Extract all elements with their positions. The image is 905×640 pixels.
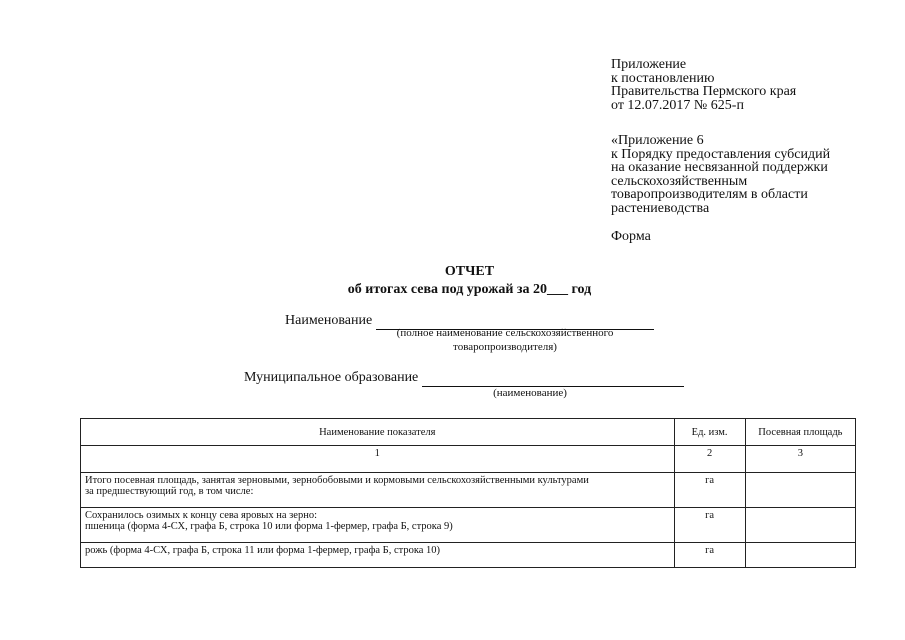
indicator-text: Итого посевная площадь, занятая зерновыми, зернобобовыми и кормовыми сельскохозяйственными культурами [85,475,589,486]
sown-area-cell[interactable] [745,543,855,568]
table-column-numbers-row [81,446,856,473]
municipality-field-hint: (наименование) [493,387,567,399]
indicator-text: за предшествующий год, в том числе: [85,486,254,497]
approval-line: Правительства Пермского края [611,84,797,99]
municipality-field-line[interactable] [422,370,684,387]
table-row [81,543,856,568]
indicator-text: Сохранилось озимых к концу сева яровых на зерно: [85,510,317,521]
header-sown-area: Посевная площадь [745,419,855,446]
appendix-block [611,134,871,215]
report-table [80,418,856,568]
municipality-field-label: Муниципальное образование [244,370,419,385]
appendix-line: к Порядку предоставления субсидий [611,146,831,162]
appendix-line: на оказание несвязанной поддержки [611,160,828,175]
appendix-line: товаропроизводителям в области [611,187,808,202]
unit-cell: га [674,473,745,508]
report-subtitle: об итогах сева под урожай за 20___ год [347,282,592,297]
unit-cell: га [674,508,745,543]
header-unit: Ед. изм. [674,419,745,446]
table-header-row [81,419,856,446]
appendix-line: растениеводства [611,200,710,216]
column-number: 2 [674,446,745,473]
header-indicator-name: Наименование показателя [81,419,675,446]
sown-area-cell[interactable] [745,508,855,543]
report-title: ОТЧЕТ [444,264,495,279]
name-field-label: Наименование [285,313,373,328]
approval-line: к постановлению [611,70,715,86]
column-number: 1 [81,446,675,473]
form-label: Форма [611,229,651,244]
indicator-name-cell [81,543,675,568]
municipality-field-row [244,370,684,387]
approval-line: от 12.07.2017 № 625-п [611,97,744,113]
appendix-line: сельскохозяйственным [611,173,748,189]
unit-cell: га [674,543,745,568]
name-hint-line-1: (полное наименование сельскохозяйственного [396,327,614,339]
sown-area-cell[interactable] [745,473,855,508]
table-row [81,473,856,508]
indicator-name-cell [81,473,675,508]
name-field-hint [380,326,630,354]
approval-block [611,58,871,112]
approval-line: Приложение [611,57,687,72]
appendix-line: «Приложение 6 [611,133,704,148]
table-row [81,508,856,543]
indicator-text: пшеница (форма 4-СХ, графа Б, строка 10 или форма 1-фермер, графа Б, строка 9) [85,521,453,532]
name-hint-line-2: товаропроизводителя) [453,341,557,353]
indicator-text: рожь (форма 4-СХ, графа Б, строка 11 или форма 1-фермер, графа Б, строка 10) [85,545,441,556]
indicator-name-cell [81,508,675,543]
column-number: 3 [745,446,855,473]
